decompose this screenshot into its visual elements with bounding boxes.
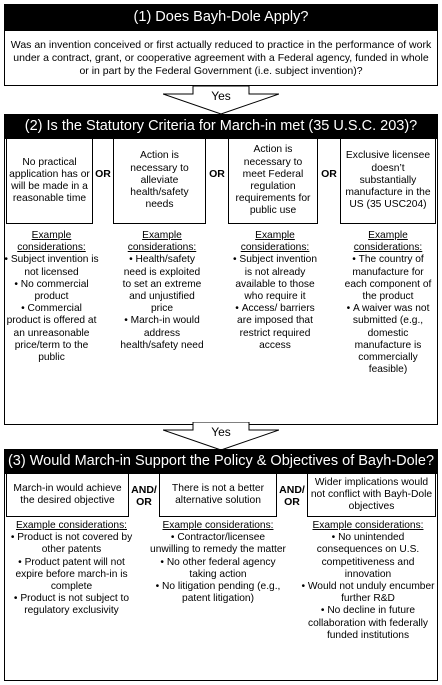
section3-criterion-2: There is not a better alternative solution [159,473,277,517]
section1-title: (1) Does Bayh-Dole Apply? [4,4,438,30]
section2-examples-2 [119,230,205,422]
list-item: • Commercial product is offered at an unreasonable price/term to the public [4,303,99,364]
section1-box [4,30,438,86]
section2-or-2: OR [209,168,225,180]
section2-criterion-1: No practical application has or will be made in a reasonable time [6,138,93,224]
section3-and-or-2: AND/ OR [279,484,305,508]
section2-or-3: OR [321,168,337,180]
list-item: • Access/ barriers are imposed that restrict required access [233,303,317,352]
list-item: • No litigation pending (e.g., patent litigation) [150,581,286,605]
section3-and-or-1: AND/ OR [131,484,157,508]
list-item: • Subject invention is not licensed [4,254,99,278]
list-item: • The country of manufacture for each component of the product [342,254,434,303]
section3-examples-1 [5,520,138,678]
list-item: • No commercial product [4,279,99,303]
examples-title: Example considerations: [127,230,197,254]
list-item: • Contractor/licensee unwilling to remedy the matter [150,532,286,556]
list-item: • Subject invention is not already available to those who require it [233,254,317,303]
list-item: • Health/safety need is exploited to set an extreme and unjustified price [119,254,205,315]
section2-examples-1 [4,230,99,422]
section3-examples-2 [150,520,286,678]
list-item: • A waiver was not submitted (e.g., domestic manufacture is commercially feasible) [342,303,434,376]
list-item: • No other federal agency taking action [150,557,286,581]
list-item: • Would not unduly encumber further R&D [300,581,436,605]
section2-examples-3 [233,230,317,422]
section2-criterion-2: Action is necessary to alleviate health/safety needs [113,138,206,224]
section1-question: Was an invention conceived or first actually reduced to practice in the performance of work under a contract, grant, or cooperative agreement with a Federal agency, funded in whole or in part by the Federal Government (i.e. subject invention)? [10,38,432,77]
examples-title: Example considerations: [162,520,274,531]
section2-criterion-3: Action is necessary to meet Federal regulation requirements for public use [228,138,318,224]
section2-title: (2) Is the Statutory Criteria for March-in met (35 U.S.C. 203)? [4,114,438,138]
section3-title: (3) Would March-in Support the Policy & Objectives of Bayh-Dole? [4,449,438,473]
examples-title: Example considerations: [312,520,424,531]
examples-title: Example considerations: [353,230,423,254]
section3-criterion-1: March-in would achieve the desired objective [6,473,129,517]
arrow2-label: Yes [211,425,231,439]
examples-title: Example considerations: [17,230,86,254]
list-item: • Product is not covered by other patents [5,532,138,556]
section2-examples-4 [342,230,434,422]
arrow1-label: Yes [211,89,231,103]
list-item: • Product patent will not expire before march-in is complete [5,557,138,594]
examples-title: Example considerations: [16,520,127,531]
list-item: • No unintended consequences on U.S. competitiveness and innovation [300,532,436,581]
list-item: • No decline in future collaboration with federally funded institutions [300,605,436,642]
section2-or-1: OR [95,168,111,180]
examples-title: Example considerations: [240,230,310,254]
section3-criterion-3: Wider implications would not conflict with Bayh-Dole objectives [307,473,436,517]
section3-examples-3 [300,520,436,678]
list-item: • March-in would address health/safety need [119,315,205,352]
list-item: • Product is not subject to regulatory exclusivity [5,593,138,617]
section2-criterion-4: Exclusive licensee doesn’t substantially manufacture in the US (35 USC204) [340,138,436,224]
